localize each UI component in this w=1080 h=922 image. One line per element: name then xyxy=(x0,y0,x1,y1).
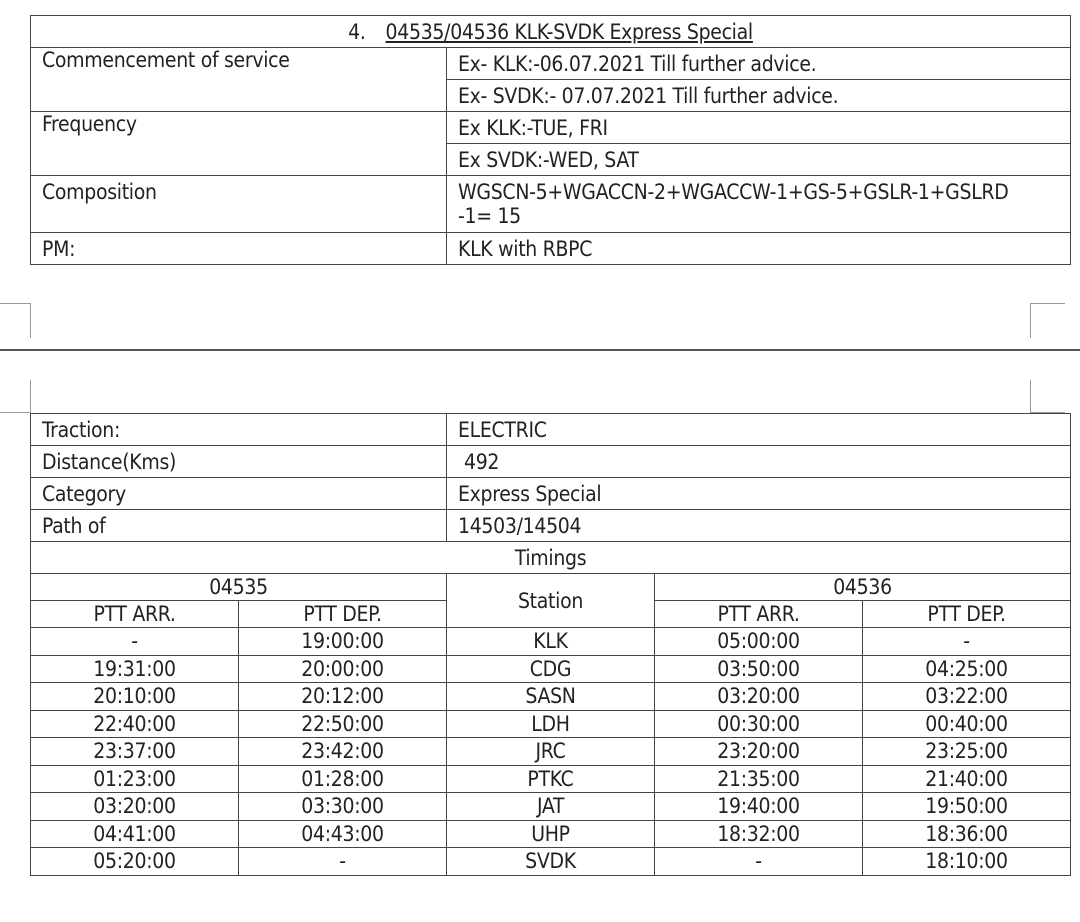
pm-value: KLK with RBPC xyxy=(447,233,1071,265)
down-departure: - xyxy=(863,628,1071,656)
page-corner-mark-top-right xyxy=(1030,380,1065,413)
traction-value: ELECTRIC xyxy=(447,414,1071,446)
down-arr-header: PTT ARR. xyxy=(655,601,863,628)
down-departure: 00:40:00 xyxy=(863,710,1071,738)
category-row xyxy=(31,478,1071,510)
title-row xyxy=(31,16,1071,48)
up-arrival: 01:23:00 xyxy=(31,765,239,793)
timing-row xyxy=(31,628,1071,656)
path-value: 14503/14504 xyxy=(447,510,1071,542)
timing-row xyxy=(31,738,1071,766)
down-departure: 03:22:00 xyxy=(863,683,1071,711)
page-corner-mark-bottom-left xyxy=(0,303,31,338)
down-arrival: 05:00:00 xyxy=(655,628,863,656)
station-name: SVDK xyxy=(447,848,655,876)
down-arrival: 23:20:00 xyxy=(655,738,863,766)
up-departure: 22:50:00 xyxy=(239,710,447,738)
commencement-label: Commencement of service xyxy=(31,48,447,112)
traction-row xyxy=(31,414,1071,446)
down-arrival: - xyxy=(655,848,863,876)
down-arrival: 00:30:00 xyxy=(655,710,863,738)
section-title: 04535/04536 KLK-SVDK Express Special xyxy=(385,19,753,44)
station-name: PTKC xyxy=(447,765,655,793)
timing-row xyxy=(31,683,1071,711)
train-header-row xyxy=(31,574,1071,601)
up-arrival: - xyxy=(31,628,239,656)
composition-label: Composition xyxy=(31,176,447,233)
down-departure: 19:50:00 xyxy=(863,793,1071,821)
up-arrival: 19:31:00 xyxy=(31,655,239,683)
down-arrival: 19:40:00 xyxy=(655,793,863,821)
up-arrival: 04:41:00 xyxy=(31,820,239,848)
page-corner-mark-top-left xyxy=(0,380,31,413)
down-arrival: 03:20:00 xyxy=(655,683,863,711)
down-departure: 18:36:00 xyxy=(863,820,1071,848)
path-label: Path of xyxy=(31,510,447,542)
commencement-row xyxy=(31,48,1071,80)
commencement-value-klk: Ex- KLK:-06.07.2021 Till further advice. xyxy=(447,48,1071,80)
path-row xyxy=(31,510,1071,542)
up-departure: 20:00:00 xyxy=(239,655,447,683)
section-number: 4. xyxy=(348,19,366,44)
down-departure: 21:40:00 xyxy=(863,765,1071,793)
timings-title: Timings xyxy=(31,542,1071,574)
up-departure: 19:00:00 xyxy=(239,628,447,656)
up-dep-header: PTT DEP. xyxy=(239,601,447,628)
commencement-value-svdk: Ex- SVDK:- 07.07.2021 Till further advice. xyxy=(447,80,1071,112)
station-name: LDH xyxy=(447,710,655,738)
station-name: JAT xyxy=(447,793,655,821)
timing-row xyxy=(31,848,1071,876)
category-value: Express Special xyxy=(447,478,1071,510)
station-name: SASN xyxy=(447,683,655,711)
up-arrival: 23:37:00 xyxy=(31,738,239,766)
up-arrival: 22:40:00 xyxy=(31,710,239,738)
frequency-row xyxy=(31,112,1071,144)
up-departure: 03:30:00 xyxy=(239,793,447,821)
down-departure: 18:10:00 xyxy=(863,848,1071,876)
down-arrival: 21:35:00 xyxy=(655,765,863,793)
timing-row xyxy=(31,765,1071,793)
down-departure: 23:25:00 xyxy=(863,738,1071,766)
station-name: CDG xyxy=(447,655,655,683)
down-dep-header: PTT DEP. xyxy=(863,601,1071,628)
up-arrival: 20:10:00 xyxy=(31,683,239,711)
section-title-cell xyxy=(31,16,1071,48)
up-arrival: 03:20:00 xyxy=(31,793,239,821)
pm-label: PM: xyxy=(31,233,447,265)
train-up-header: 04535 xyxy=(31,574,447,601)
category-label: Category xyxy=(31,478,447,510)
station-name: JRC xyxy=(447,738,655,766)
composition-value: WGSCN-5+WGACCN-2+WGACCW-1+GS-5+GSLR-1+GSLRD-1= 15 xyxy=(447,176,1071,233)
train-down-header: 04536 xyxy=(655,574,1071,601)
service-info-table xyxy=(30,15,1071,265)
pm-row xyxy=(31,233,1071,265)
distance-label: Distance(Kms) xyxy=(31,446,447,478)
down-departure: 04:25:00 xyxy=(863,655,1071,683)
down-arrival: 18:32:00 xyxy=(655,820,863,848)
up-departure: 04:43:00 xyxy=(239,820,447,848)
timings-title-row xyxy=(31,542,1071,574)
distance-value: 492 xyxy=(447,446,1071,478)
page-corner-mark-bottom-right xyxy=(1030,303,1065,338)
station-name: KLK xyxy=(447,628,655,656)
traction-label: Traction: xyxy=(31,414,447,446)
up-arrival: 05:20:00 xyxy=(31,848,239,876)
up-departure: - xyxy=(239,848,447,876)
up-departure: 20:12:00 xyxy=(239,683,447,711)
up-arr-header: PTT ARR. xyxy=(31,601,239,628)
up-departure: 01:28:00 xyxy=(239,765,447,793)
down-arrival: 03:50:00 xyxy=(655,655,863,683)
up-departure: 23:42:00 xyxy=(239,738,447,766)
timing-row xyxy=(31,655,1071,683)
timing-row xyxy=(31,820,1071,848)
timing-rows xyxy=(31,628,1071,876)
frequency-value-svdk: Ex SVDK:-WED, SAT xyxy=(447,144,1071,176)
timings-table xyxy=(30,413,1071,876)
timing-row xyxy=(31,710,1071,738)
composition-row xyxy=(31,176,1071,233)
page-break-line xyxy=(0,349,1080,351)
distance-row xyxy=(31,446,1071,478)
frequency-value-klk: Ex KLK:-TUE, FRI xyxy=(447,112,1071,144)
frequency-label: Frequency xyxy=(31,112,447,176)
station-name: UHP xyxy=(447,820,655,848)
station-header: Station xyxy=(447,574,655,628)
timing-row xyxy=(31,793,1071,821)
